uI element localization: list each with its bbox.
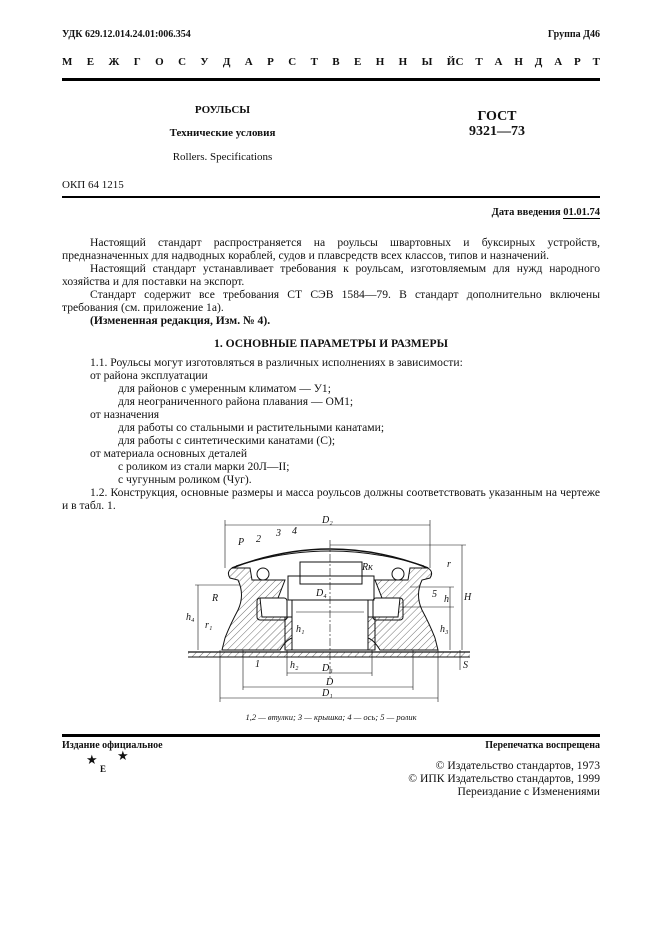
group-item: с чугунным роликом (Чуг). [118,473,252,486]
label-3: 3 [276,528,281,539]
banner-letter: О [155,56,164,68]
effective-date [492,207,600,218]
english-title: Rollers. Specifications [172,151,273,163]
official-edition: Издание официальное [62,740,163,751]
banner-letter: М [62,56,73,68]
banner-letter: У [200,56,209,68]
group-item: для неограниченного района плавания — ОМ1; [118,395,354,408]
copyright-line: © Издательство стандартов, 1973 [435,759,600,772]
amendment-note: (Измененная редакция, Изм. № 4). [90,314,271,327]
banner-letter: Е [86,56,95,68]
label-d4: D₄ [316,588,327,599]
gost-label: ГОСТ [477,109,517,124]
axle-nut [300,562,362,584]
banner-letter: С [455,56,464,68]
reprint-prohibited: Перепечатка воспрещена [485,740,600,751]
banner-letter: Т [592,56,600,68]
label-h3: h₃ [440,624,449,635]
paragraph-requirements: Настоящий стандарт устанавливает требования к роульсам, изготовляемым для нужд народного хозяйства и для поставки на экспорт. [62,262,600,288]
label-r: r [447,559,451,570]
date-label: Дата введения [491,207,561,218]
group-item: для районов с умеренным климатом — У1; [118,382,331,395]
banner-letter: Т [310,56,318,68]
eye-bolt-left [257,568,269,580]
label-d3: D₃ [322,663,333,674]
eye-bolt-right [392,568,404,580]
banner-letter: В [332,56,340,68]
label-rk: Rк [362,562,373,573]
group-code: Группа Д46 [547,29,600,40]
banner-word-interstate [62,56,456,68]
label-2: 2 [256,534,261,545]
mark-letter: Е [100,764,107,774]
label-h: h [444,594,449,605]
label-h1: h₁ [296,624,305,635]
section-heading: 1. ОСНОВНЫЕ ПАРАМЕТРЫ И РАЗМЕРЫ [214,337,448,350]
banner-letter: Г [133,56,141,68]
banner-letter: А [244,56,253,68]
banner-letter: Р [574,56,581,68]
label-h4: h₄ [186,612,195,623]
okp-code: ОКП 64 1215 [62,179,124,191]
banner-letter: Н [514,56,523,68]
standard-banner [62,56,600,68]
figure-caption: 1,2 — втулки; 3 — крышка; 4 — ось; 5 — ролик [245,712,417,722]
clause-1-1: 1.1. Роульсы могут изготовляться в различных исполнениях в зависимости: [90,356,463,369]
clause-1-2: 1.2. Конструкция, основные размеры и масса роульсов должны соответствовать указанным на чертеже и в табл. 1. [62,486,600,512]
copyright-line: © ИПК Издательство стандартов, 1999 [408,772,600,785]
group-item: для работы с синтетическими канатами (С); [118,434,336,447]
banner-letter: Н [398,56,408,68]
group-item: с роликом из стали марки 20Л—II; [118,460,290,473]
group-label: от материала основных деталей [90,447,248,460]
label-d2: D₂ [322,515,333,526]
banner-letter: Ж [108,56,120,68]
group-label: от района эксплуатации [90,369,208,382]
title-rule [62,196,600,198]
paragraph-scope: Настоящий стандарт распространяется на роульсы швартовных и буксирных устройств, предназначенных для надводных кораблей, судов и плавсредств всех классов, типов и назначений. [62,236,600,262]
banner-letter: С [288,56,297,68]
banner-letter: Р [267,56,274,68]
banner-letter: Е [354,56,362,68]
banner-letter: Т [475,56,483,68]
group-label: от назначения [90,408,160,421]
label-5: 5 [432,589,437,600]
label-1: 1 [255,659,260,670]
star-icon: ★ [117,748,129,763]
banner-letter: Д [534,56,543,68]
banner-word-standard [456,56,600,68]
reissue-note: Переиздание с Изменениями [457,785,600,798]
label-big-h: H [464,592,472,603]
banner-letter: А [554,56,563,68]
star-icon: ★ [86,752,98,767]
label-4: 4 [292,526,297,537]
axle [288,576,374,600]
top-rule [62,78,600,81]
body-text [62,236,600,512]
label-h2: h₂ [290,660,299,671]
bushing-1 [285,617,292,650]
copyright-block [408,759,600,798]
banner-letter: Ы [421,56,433,68]
banner-letter: С [178,56,187,68]
banner-letter: Д [222,56,231,68]
roller-drawing [180,515,480,710]
footer-rule [62,734,600,737]
gost-number: 9321—73 [469,124,525,139]
label-big-r: R [212,593,219,604]
document-title: РОУЛЬСЫ [194,104,251,116]
label-s: S [463,660,468,671]
label-r1: r₁ [205,620,213,631]
banner-letter: А [494,56,503,68]
date-value: 01.01.74 [563,207,600,218]
document-subtitle: Технические условия [169,127,276,139]
label-d1: D₁ [322,688,333,699]
banner-letter: Н [375,56,385,68]
banner-letter: Й [446,56,456,68]
label-d: D [326,677,334,688]
udk-code: УДК 629.12.014.24.01:006.354 [62,29,191,40]
paragraph-sev: Стандарт содержит все требования СТ СЭВ 1584—79. В стандарт дополнительно включены требования (см. приложение 1а). [62,288,600,314]
label-p: P [238,537,245,548]
group-item: для работы со стальными и растительными канатами; [118,421,385,434]
